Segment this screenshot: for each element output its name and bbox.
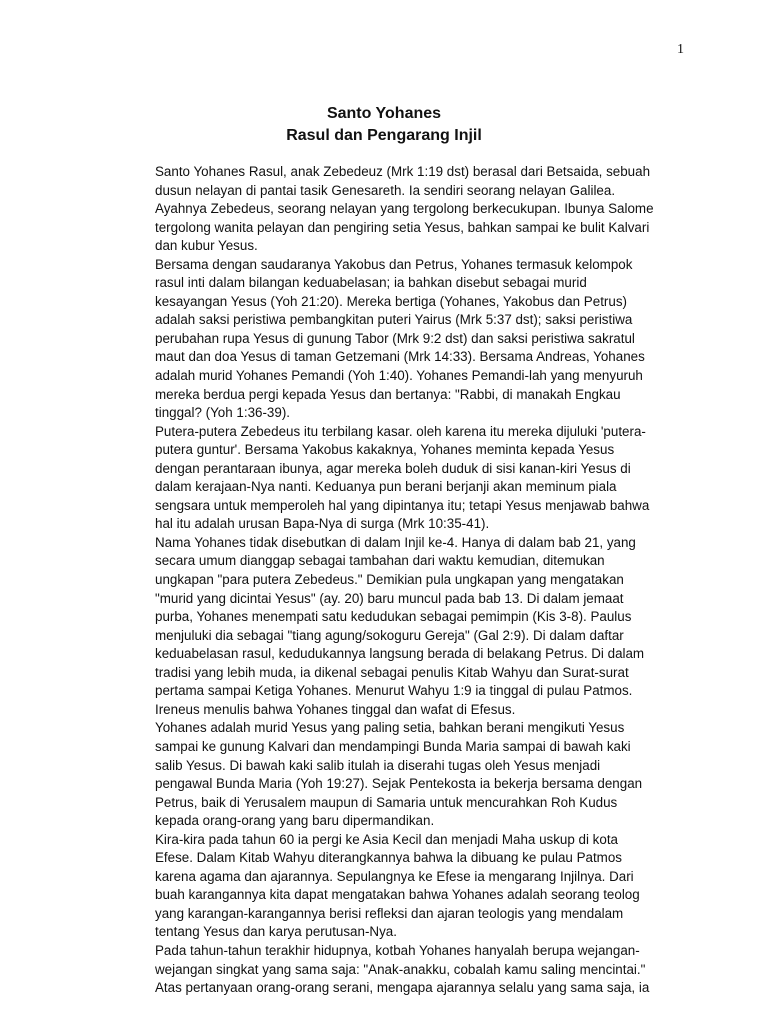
text-line: secara umum dianggap sebagai tambahan dari waktu kemudian, ditemukan [155, 553, 605, 569]
text-line: Yohanes adalah murid Yesus yang paling setia, bahkan berani mengikuti Yesus [155, 720, 625, 736]
text-line: menjuluki dia sebagai "tiang agung/sokoguru Gereja" (Gal 2:9). Di dalam daftar [155, 627, 624, 643]
title-block [0, 103, 768, 147]
text-line: Ireneus menulis bahwa Yohanes tinggal dan wafat di Efesus. [155, 701, 516, 717]
text-line: Ayahnya Zebedeus, seorang nelayan yang tergolong berkecukupan. Ibunya Salome [155, 201, 654, 217]
text-line: adalah saksi peristiwa pembangkitan puteri Yairus (Mrk 5:37 dst); saksi peristiwa [155, 312, 633, 328]
page-number: 1 [677, 42, 684, 57]
text-line: buah karangannya kita dapat mengatakan bahwa Yohanes adalah seorang teolog [155, 887, 640, 903]
document-title: Santo Yohanes [326, 105, 442, 122]
text-line: wejangan singkat yang sama saja: "Anak-anakku, cobalah kamu saling mencintai." [155, 961, 646, 977]
text-line: pertama sampai Ketiga Yohanes. Menurut Wahyu 1:9 ia tinggal di pulau Patmos. [155, 683, 633, 699]
text-line: dan kubur Yesus. [155, 238, 258, 254]
text-line: tentang Yesus dan karya perutusan-Nya. [155, 924, 397, 940]
text-line: sengsara untuk memperoleh hal yang dipintanya itu; tetapi Yesus menjawab bahwa [155, 497, 650, 513]
text-line: Nama Yohanes tidak disebutkan di dalam Injil ke-4. Hanya di dalam bab 21, yang [155, 534, 636, 550]
text-line: Efese. Dalam Kitab Wahyu diterangkannya bahwa la dibuang ke pulau Patmos [155, 850, 622, 866]
text-line: dengan perantaraan ibunya, agar mereka boleh duduk di sisi kanan-kiri Yesus di [155, 460, 631, 476]
body-text [155, 163, 690, 998]
text-line: sampai ke gunung Kalvari dan mendampingi Bunda Maria sampai di bawah kaki [155, 738, 631, 754]
text-line: rasul inti dalam bilangan keduabelasan; ia bahkan disebut sebagai murid [155, 275, 587, 291]
text-line: dusun nelayan di pantai tasik Genesareth. Ia sendiri seorang nelayan Galilea. [155, 182, 616, 198]
text-line: salib Yesus. Di bawah kaki salib itulah ia diserahi tugas oleh Yesus menjadi [155, 757, 601, 773]
text-line: Putera-putera Zebedeus itu terbilang kasar. oleh karena itu mereka dijuluki 'putera- [155, 423, 646, 439]
text-line: yang karangan-karangannya berisi refleksi dan ajaran teologis yang mendalam [155, 905, 624, 921]
text-line: "murid yang dicintai Yesus" (ay. 20) baru muncul pada bab 13. Di dalam jemaat [155, 590, 624, 606]
text-line: purba, Yohanes menempati satu kedudukan sebagai pemimpin (Kis 3-8). Paulus [155, 609, 632, 625]
text-line: tinggal? (Yoh 1:36-39). [155, 405, 290, 421]
text-line: adalah murid Yohanes Pemandi (Yoh 1:40). Yohanes Pemandi-lah yang menyuruh [155, 368, 643, 384]
document-subtitle: Rasul dan Pengarang Injil [286, 127, 482, 144]
text-line: Kira-kira pada tahun 60 ia pergi ke Asia Kecil dan menjadi Maha uskup di kota [155, 831, 618, 847]
text-line: pengawal Bunda Maria (Yoh 19:27). Sejak Pentekosta ia bekerja bersama dengan [155, 776, 643, 792]
text-line: dalam kerajaan-Nya nanti. Keduanya pun berani berjanji akan meminum piala [155, 479, 617, 495]
text-line: Santo Yohanes Rasul, anak Zebedeuz (Mrk 1:19 dst) berasal dari Betsaida, sebuah [155, 164, 651, 179]
text-line: tergolong wanita pelayan dan pengiring setia Yesus, bahkan sampai ke bulit Kalvari [155, 219, 650, 235]
text-line: mereka berdua pergi kepada Yesus dan bertanya: "Rabbi, di manakah Engkau [155, 386, 621, 402]
text-line: perubahan rupa Yesus di gunung Tabor (Mrk 9:2 dst) dan saksi peristiwa sakratul [155, 330, 635, 346]
text-line: karena agama dan ajarannya. Sepulangnya ke Efese ia mengarang Injilnya. Dari [155, 868, 634, 884]
text-line: hal itu adalah urusan Bapa-Nya di surga (Mrk 10:35-41). [155, 516, 490, 532]
text-line: kesayangan Yesus (Yoh 21:20). Mereka bertiga (Yohanes, Yakobus dan Petrus) [155, 293, 627, 309]
text-line: keduabelasan rasul, kedudukannya langsung berada di belakang Petrus. Di dalam [155, 646, 645, 662]
text-line: maut dan doa Yesus di taman Getzemani (Mrk 14:33). Bersama Andreas, Yohanes [155, 349, 645, 365]
text-line: Petrus, baik di Yerusalem maupun di Samaria untuk mencurahkan Roh Kudus [155, 794, 618, 810]
text-line: Atas pertanyaan orang-orang serani, mengapa ajarannya selalu yang sama saja, ia [155, 980, 650, 996]
text-line: ungkapan "para putera Zebedeus." Demikian pula ungkapan yang mengatakan [155, 572, 624, 588]
text-line: putera guntur'. Bersama Yakobus kakaknya, Yohanes meminta kepada Yesus [155, 442, 615, 458]
text-line: Bersama dengan saudaranya Yakobus dan Petrus, Yohanes termasuk kelompok [155, 256, 633, 272]
text-line: kepada orang-orang yang baru dipermandikan. [155, 813, 435, 829]
text-line: tradisi yang lebih muda, ia dikenal sebagai penulis Kitab Wahyu dan Surat-surat [155, 664, 629, 680]
text-line: Pada tahun-tahun terakhir hidupnya, kotbah Yohanes hanyalah berupa wejangan- [155, 942, 640, 958]
